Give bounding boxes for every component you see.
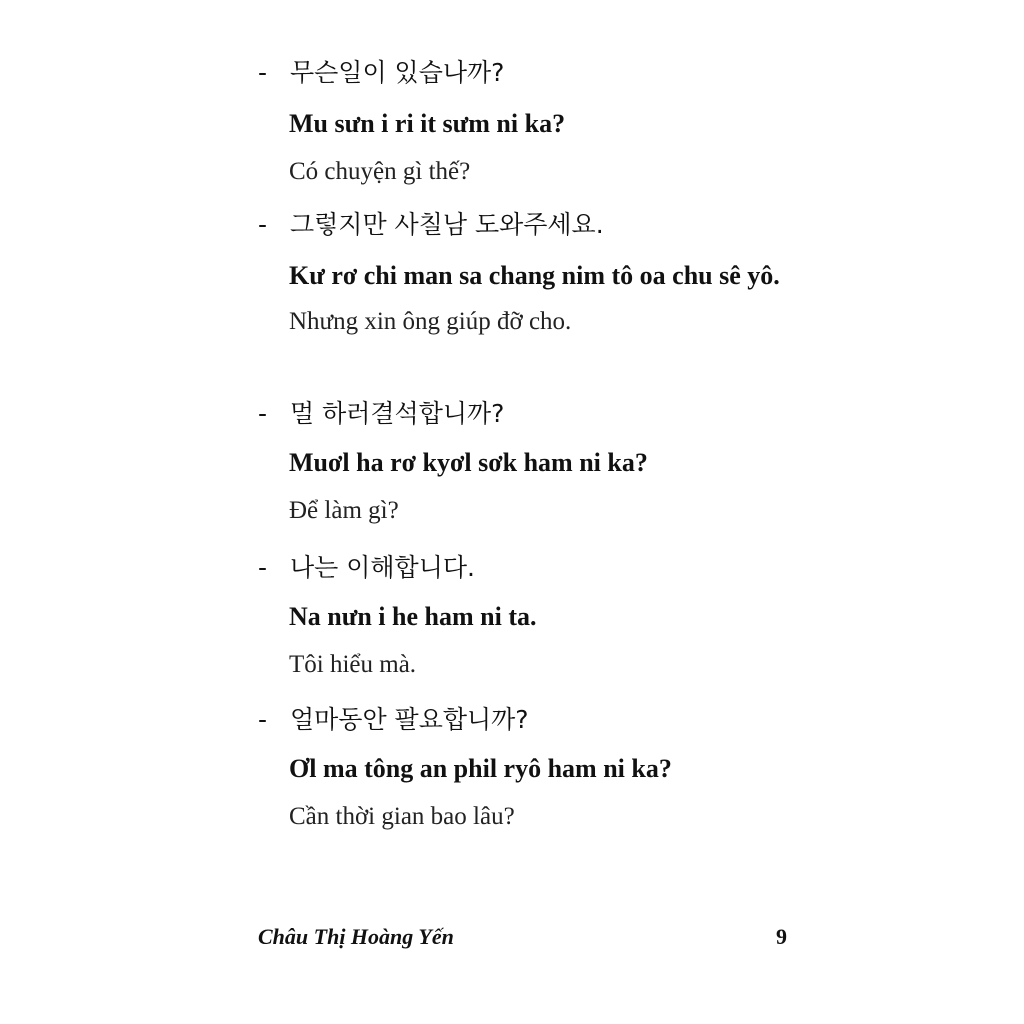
phrase-entry [258, 703, 818, 834]
korean-phrase [258, 551, 818, 585]
romanization: Muơl ha rơ kyơl sơk ham ni ka? [289, 448, 648, 477]
vietnamese-translation: Để làm gì? [289, 497, 399, 524]
vietnamese-translation: Cần thời gian bao lâu? [289, 803, 515, 830]
romanization: Kư rơ chi man sa chang nim tô oa chu sê yô. [289, 261, 780, 290]
footer-author: Châu Thị Hoàng Yến [258, 924, 454, 949]
korean-phrase [258, 208, 818, 242]
korean-phrase [258, 397, 818, 431]
romanization: Ơl ma tông an phil ryô ham ni ka? [289, 754, 672, 783]
korean-text: 그렇지만 사칠남 도와주세요. [290, 210, 604, 239]
romanization: Mu sưn i ri it sưm ni ka? [289, 109, 566, 138]
entry-dash: - [258, 399, 268, 428]
romanization: Na nưn i he ham ni ta. [289, 602, 537, 631]
phrase-entry [258, 551, 818, 682]
vietnamese-translation: Tôi hiểu mà. [289, 651, 417, 678]
korean-text: 무슨일이 있습나까? [290, 58, 505, 87]
phrase-entry [258, 208, 818, 339]
korean-text: 멀 하러결석합니까? [290, 399, 505, 428]
entry-dash: - [258, 553, 268, 582]
phrase-entry [258, 56, 818, 189]
korean-text: 얼마동안 팔요합니까? [290, 705, 529, 734]
entry-dash: - [258, 705, 268, 734]
korean-text: 나는 이해합니다. [290, 553, 475, 582]
korean-phrase [258, 56, 818, 90]
entry-dash: - [258, 58, 268, 87]
entry-dash: - [258, 210, 268, 239]
vietnamese-translation: Nhưng xin ông giúp đỡ cho. [289, 308, 572, 335]
page-number: 9 [776, 924, 787, 949]
phrase-entry [258, 397, 818, 528]
vietnamese-translation: Có chuyện gì thế? [289, 158, 471, 185]
korean-phrase [258, 703, 818, 737]
